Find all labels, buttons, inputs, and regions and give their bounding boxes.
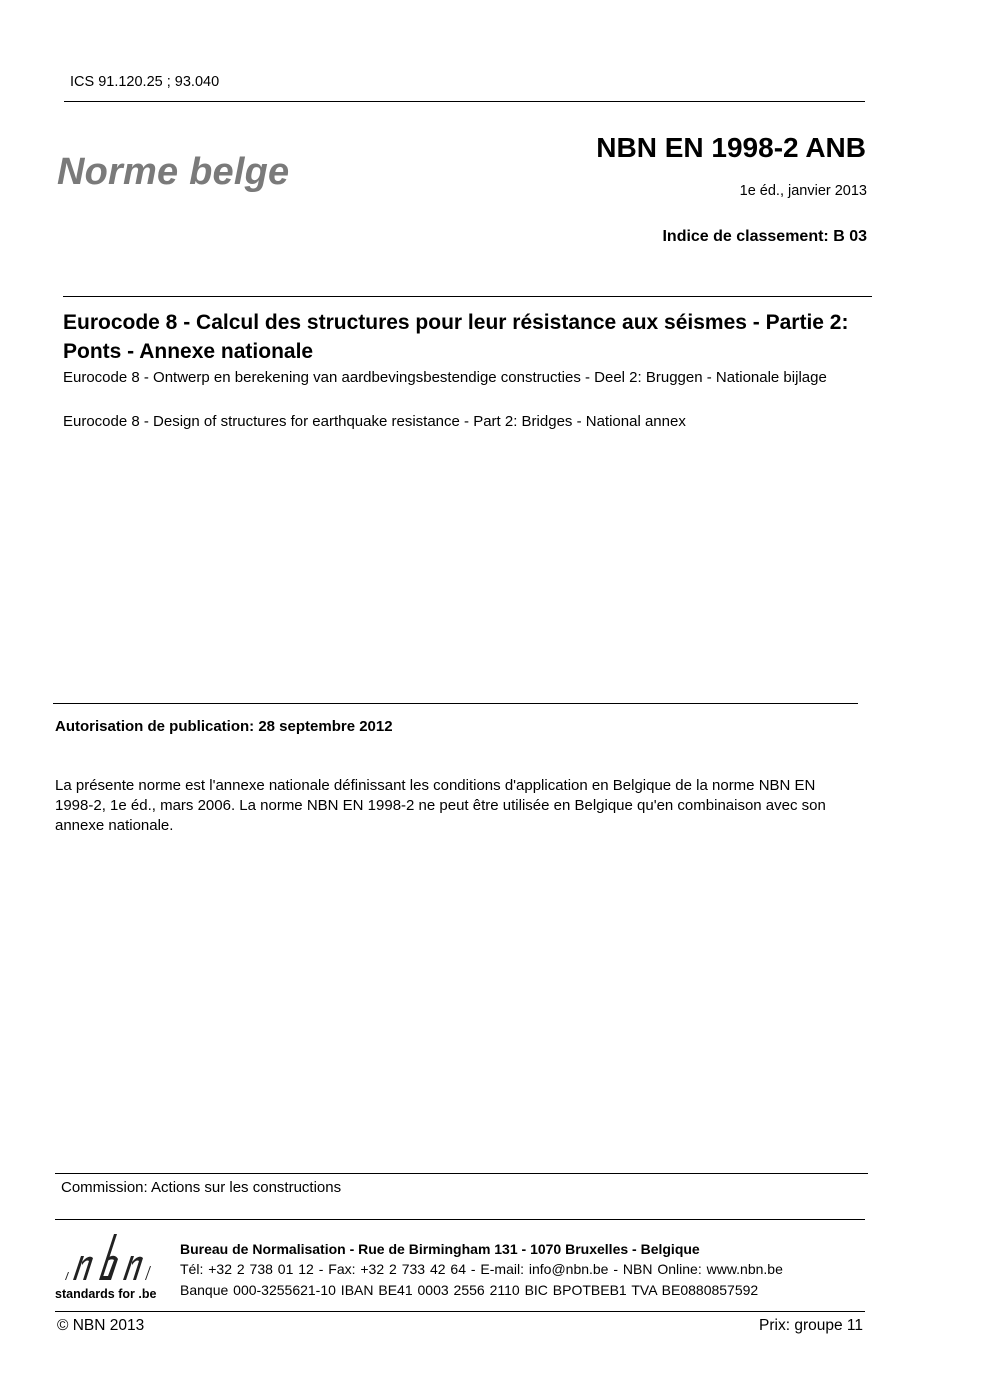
commission-text: Commission: Actions sur les constructions	[61, 1179, 342, 1196]
title-french: Eurocode 8 - Calcul des structures pour leur résistance aux séismes - Partie 2: Ponts - Annexe nationale	[63, 311, 849, 363]
description-paragraph: La présente norme est l'annexe nationale définissant les conditions d'application en Belgique de la norme NBN EN 1998-2, 1e éd., mars 2006. La norme NBN EN 1998-2 ne peut être utilisée en Belgique qu'en combinaison avec son annexe nationale.	[55, 777, 826, 834]
divider-title	[63, 296, 872, 297]
edition-date: 1e éd., janvier 2013	[739, 183, 867, 199]
standard-number: NBN EN 1998-2 ANB	[596, 132, 866, 163]
copyright: © NBN 2013	[57, 1317, 145, 1334]
bureau-address: Bureau de Normalisation - Rue de Birmingham 131 - 1070 Bruxelles - Belgique	[180, 1241, 700, 1257]
divider-top	[64, 101, 865, 102]
norme-belge-label: Norme belge	[57, 151, 290, 193]
contact-info: Tél: +32 2 738 01 12 - Fax: +32 2 733 42 64 - E-mail: info@nbn.be - NBN Online: www.nbn.be	[180, 1261, 783, 1277]
publication-authorization: Autorisation de publication: 28 septembre 2012	[55, 718, 393, 735]
divider-commission	[55, 1173, 868, 1174]
divider-bottom	[55, 1311, 865, 1312]
title-english: Eurocode 8 - Design of structures for earthquake resistance - Part 2: Bridges - National annex	[63, 413, 686, 430]
logo-tagline: standards for .be	[55, 1287, 157, 1301]
divider-footer	[55, 1219, 865, 1220]
title-dutch: Eurocode 8 - Ontwerp en berekening van aardbevingsbestendige constructies - Deel 2: Bruggen - Nationale bijlage	[63, 369, 827, 386]
price-group: Prix: groupe 11	[759, 1317, 863, 1334]
bank-info: Banque 000-3255621-10 IBAN BE41 0003 2556 2110 BIC BPOTBEB1 TVA BE0880857592	[180, 1282, 759, 1298]
ics-code: ICS 91.120.25 ; 93.040	[70, 74, 220, 90]
divider-middle	[53, 703, 858, 704]
classification-index: Indice de classement: B 03	[662, 228, 867, 245]
nbn-logo-mark	[65, 1234, 151, 1280]
